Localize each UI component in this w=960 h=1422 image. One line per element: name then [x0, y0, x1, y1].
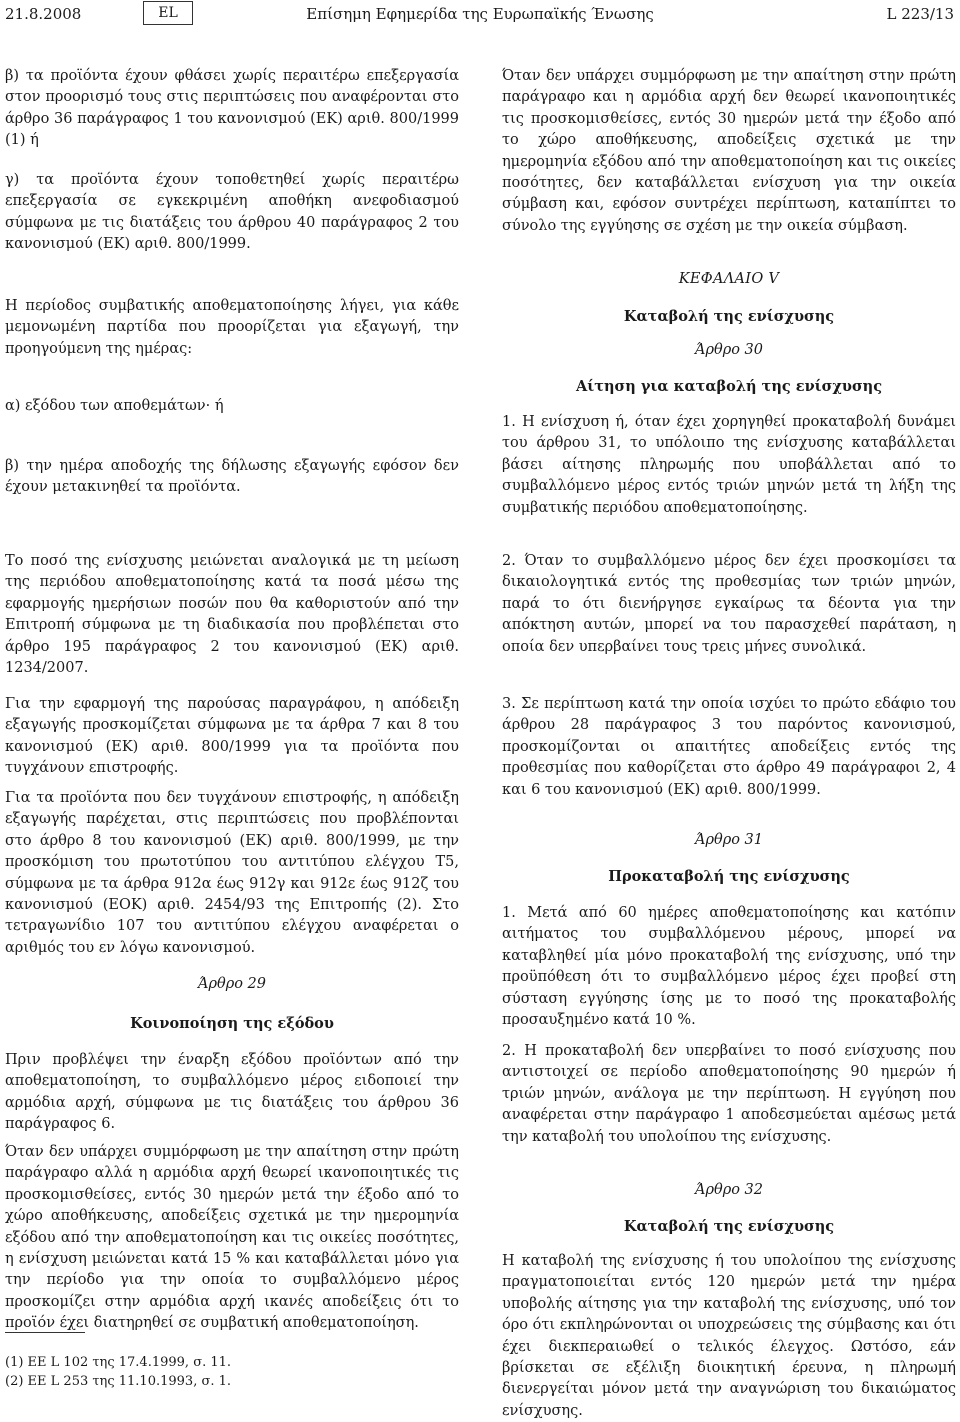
paragraph: Για την εφαρμογή της παρούσας παραγράφου, η απόδειξη εξαγωγής προσκομίζεται σύμφωνα με τα άρθρα 7 και 8 του κανονισμού (ΕΚ) αριθ. 800/1999 για τα προϊόντα που τυγχάνουν επιστροφής.: [5, 696, 459, 777]
journal-title: Επίσημη Εφημερίδα της Ευρωπαϊκής Ένωσης: [306, 5, 654, 23]
paragraph: β) τα προϊόντα έχουν φθάσει χωρίς περαιτέρω επεξεργασία στον προορισμό τους στις περιπτώσεις που αναφέρονται στο άρθρο 36 παράγραφος 1 του κανονισμού (ΕΚ) αριθ. 800/1999 (1) ή: [5, 68, 459, 149]
article-31-heading: Άρθρο 31: [694, 832, 764, 848]
paragraph: Η καταβολή της ενίσχυσης ή του υπολοίπου της ενίσχυσης πραγματοποιείται εντός 120 ημερών μετά την ημέρα υποβολής αίτησης για την καταβολή της ενίσχυσης, υπό τον όρο ότι εκπληρώνονται οι υποχρεώσεις της σύμβασης και ότι έχει διεκπεραιωθεί ο τελικός έλεγχος. Ωστόσο, εάν βρίσκεται σε εξέλιξη διοικητική έρευνα, η πληρωμή διενεργείται μόνον μετά την αναγνώριση του δικαιώματος ενίσχυσης.: [502, 1253, 956, 1419]
page-number: L 223/13: [886, 5, 954, 23]
paragraph: Το ποσό της ενίσχυσης μειώνεται αναλογικά με τη μείωση της περιόδου αποθεματοποίησης κατά τα ποσά μέσω της εφαρμογής ημερήσιων ποσών που θα καθοριστούν από την Επιτροπή σύμφωνα με τη διαδικασία που προβλέπεται στο άρθρο 195 παράγραφος 2 του κανονισμού (ΕΚ) αριθ. 1234/2007.: [5, 553, 459, 677]
paragraph: 3. Σε περίπτωση κατά την οποία ισχύει το πρώτο εδάφιο του άρθρου 28 παράγραφος 3 του παρόντος κανονισμού, προσκομίζονται οι απαιτήτες αποδείξεις εντός της προθεσμίας που καθορίζεται στο άρθρο 49 παράγραφοι 2, 4 και 6 του κανονισμού (ΕΚ) αριθ. 800/1999.: [502, 696, 956, 798]
paragraph: α) εξόδου των αποθεμάτων· ή: [5, 398, 224, 414]
footnote-divider: [5, 1332, 85, 1333]
paragraph: 1. Η ενίσχυση ή, όταν έχει χορηγηθεί προκαταβολή δυνάμει του άρθρου 31, το υπόλοιπο της ενίσχυσης καταβάλλεται βάσει αίτησης πληρωμής που υποβάλλεται από το συμβαλλόμενο μέρος εντός τριών μηνών μετά τη λήξη της συμβατικής περιόδου αποθεματοποίησης.: [502, 414, 956, 516]
paragraph: 2. Όταν το συμβαλλόμενο μέρος δεν έχει προσκομίσει τα δικαιολογητικά εντός της προθεσμίας των τριών μηνών, παρά το ότι διενήργησε εγκαίρως τα δέοντα για την απόκτηση αυτών, μπορεί να του παρασχεθεί παράταση, η οποία δεν υπερβαίνει τους τρεις μήνες συνολικά.: [502, 553, 956, 655]
paragraph: 2. Η προκαταβολή δεν υπερβαίνει το ποσό ενίσχυσης που αντιστοιχεί σε περίοδο αποθεματοποίησης 90 ημερών ή τριών μηνών, ανάλογα με την περίπτωση. Η εγγύηση που αναφέρεται στην παράγραφο 1 αποδεσμεύεται αμέσως μετά την καταβολή του υπολοίπου της ενίσχυσης.: [502, 1043, 956, 1145]
paragraph: 1. Μετά από 60 ημέρες αποθεματοποίησης και κατόπιν αιτήματος του συμβαλλόμενου μέρους, μπορεί να καταβληθεί μία μόνο προκαταβολή της ενίσχυσης, υπό την προϋπόθεση ότι το συμβαλλόμενο μέρος έχει προβεί στη σύσταση εγγύησης ίσης με το ποσό της προκαταβολής προσαυξημένο κατά 10 %.: [502, 905, 956, 1029]
chapter-title: Καταβολή της ενίσχυσης: [623, 308, 835, 325]
article-32-title: Καταβολή της ενίσχυσης: [623, 1218, 835, 1235]
paragraph: Για τα προϊόντα που δεν τυγχάνουν επιστροφής, η απόδειξη εξαγωγής παρέχεται, στις περιπτώσεις που προβλέπονται στο άρθρο 8 του κανονισμού (ΕΚ) αριθ. 800/1999, με την προσκόμιση του πρωτοτύπου του αντιτύπου ελέγχου Τ5, σύμφωνα με τα άρθρα 912α έως 912γ και 912ε έως 912ζ του κανονισμού (ΕΟΚ) αριθ. 2454/93 της Επιτροπής (2). Στο τετραγωνίδιο 107 του αντιτύπου ελέγχου αναφέρεται ο αριθμός του εν λόγω κανονισμού.: [5, 790, 459, 956]
paragraph: Πριν προβλέψει την έναρξη εξόδου προϊόντων από την αποθεματοποίηση, το συμβαλλόμενο μέρος ειδοποιεί την αρμόδια αρχή, σύμφωνα με τις διατάξεις του άρθρου 36 παράγραφος 6.: [5, 1052, 459, 1133]
article-30-title: Αίτηση για καταβολή της ενίσχυσης: [575, 378, 883, 395]
footnote-2: (2) ΕΕ L 253 της 11.10.1993, σ. 1.: [5, 1374, 232, 1389]
paragraph: γ) τα προϊόντα έχουν τοποθετηθεί χωρίς περαιτέρω επεξεργασία σε εγκεκριμένη αποθήκη ανεφοδιασμού σύμφωνα με τις διατάξεις του άρθρου 40 παράγραφος 2 του κανονισμού (ΕΚ) αριθ. 800/1999.: [5, 172, 459, 253]
article-31-title: Προκαταβολή της ενίσχυσης: [608, 868, 850, 885]
language-badge: EL: [143, 1, 193, 25]
publication-date: 21.8.2008: [5, 5, 82, 23]
article-30-heading: Άρθρο 30: [694, 342, 764, 358]
paragraph: Όταν δεν υπάρχει συμμόρφωση με την απαίτηση στην πρώτη παράγραφο αλλά η αρμόδια αρχή θεωρεί ικανοποιητικές τις προσκομισθείσες, εντός 30 ημερών μετά την έξοδο από το χώρο αποθήκευσης, αποδείξεις σχετικά με την ημερομηνία εξόδου από την αποθεματοποίηση και τις οικείες ποσότητες, η ενίσχυση μειώνεται κατά 15 % και καταβάλλεται μόνο για την περίοδο για την οποία το συμβαλλόμενο μέρος προσκομίζει στην αρμόδια αρχή ικανές αποδείξεις ότι το προϊόν έχει διατηρηθεί σε συμβατική αποθεματοποίηση.: [5, 1144, 459, 1332]
paragraph: Η περίοδος συμβατικής αποθεματοποίησης λήγει, για κάθε μεμονωμένη παρτίδα που προορίζεται για εξαγωγή, την προηγούμενη της ημέρας:: [5, 298, 459, 357]
chapter-heading: ΚΕΦΑΛΑΙΟ V: [678, 271, 780, 287]
article-29-title: Κοινοποίηση της εξόδου: [130, 1015, 334, 1032]
footnote-1: (1) ΕΕ L 102 της 17.4.1999, σ. 11.: [5, 1355, 232, 1370]
paragraph: Όταν δεν υπάρχει συμμόρφωση με την απαίτηση στην πρώτη παράγραφο και η αρμόδια αρχή δεν θεωρεί ικανοποιητικές τις προσκομισθείσες, εντός 30 ημερών μετά την έξοδο από το χώρο αποθήκευσης, αποδείξεις σχετικά με την ημερομηνία εξόδου από την αποθεματοποίηση και τις οικείες ποσότητες, δεν καταβάλλεται ενίσχυση για την οικεία σύμβαση και, εφόσον συντρέχει περίπτωση, καταπίπτει το σύνολο της εγγύησης σε σχέση με την οικεία σύμβαση.: [502, 68, 956, 234]
article-32-heading: Άρθρο 32: [694, 1182, 764, 1198]
paragraph: β) την ημέρα αποδοχής της δήλωσης εξαγωγής εφόσον δεν έχουν μετακινηθεί τα προϊόντα.: [5, 458, 459, 496]
article-29-heading: Άρθρο 29: [197, 976, 267, 992]
page-header: [0, 0, 960, 30]
